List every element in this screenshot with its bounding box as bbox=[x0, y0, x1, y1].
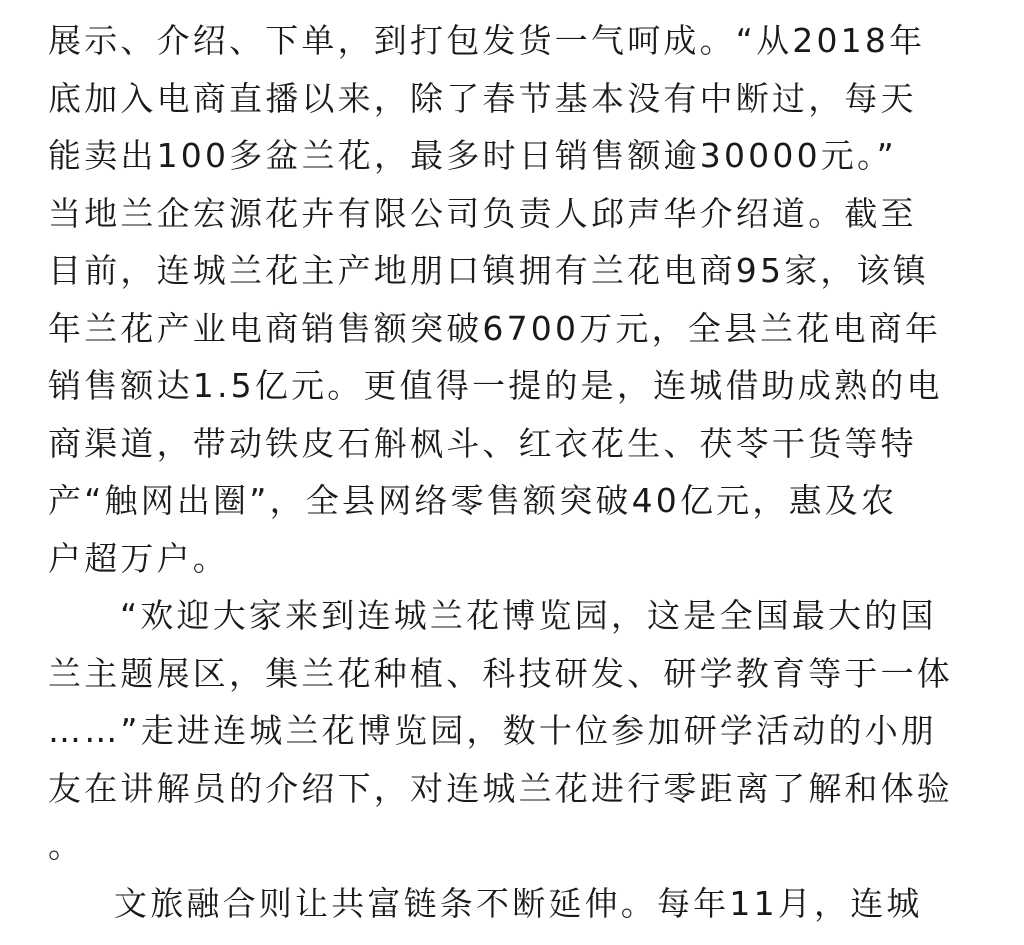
text-line: 能卖出100多盆兰花，最多时日销售额逾30000元。” bbox=[48, 136, 897, 175]
text-line: 销售额达1.5亿元。更值得一提的是，连城借助成熟的电 bbox=[48, 366, 943, 405]
text-line: ……”走进连城兰花博览园，数十位参加研学活动的小朋 bbox=[48, 711, 938, 750]
text-line: 户超万户。 bbox=[48, 538, 229, 578]
paragraph-expo-park bbox=[48, 587, 988, 875]
text-line: 底加入电商直播以来，除了春节基本没有中断过，每天 bbox=[48, 78, 917, 118]
text-line: 。 bbox=[48, 826, 85, 865]
paragraph-ecommerce bbox=[48, 12, 988, 587]
text-line: 产“触网出圈”，全县网络零售额突破40亿元，惠及农 bbox=[48, 481, 898, 520]
text-line: 目前，连城兰花主产地朋口镇拥有兰花电商95家，该镇 bbox=[48, 251, 929, 290]
text-line: 兰主题展区，集兰花种植、科技研发、研学教育等于一体 bbox=[48, 653, 953, 693]
paragraph-culture-tourism bbox=[48, 875, 988, 933]
text-line: “欢迎大家来到连城兰花博览园，这是全国最大的国 bbox=[120, 596, 937, 635]
text-line: 文旅融合则让共富链条不断延伸。每年11月，连城 bbox=[114, 883, 923, 923]
text-line: 商渠道，带动铁皮石斛枫斗、红衣花生、茯苓干货等特 bbox=[48, 423, 917, 463]
text-line: 当地兰企宏源花卉有限公司负责人邱声华介绍道。截至 bbox=[48, 193, 917, 233]
text-line: 友在讲解员的介绍下，对连城兰花进行零距离了解和体验 bbox=[48, 768, 953, 808]
text-line: 展示、介绍、下单，到打包发货一气呵成。“从2018年 bbox=[48, 21, 926, 60]
text-line: 年兰花产业电商销售额突破6700万元，全县兰花电商年 bbox=[48, 308, 942, 348]
article-body bbox=[48, 12, 988, 932]
